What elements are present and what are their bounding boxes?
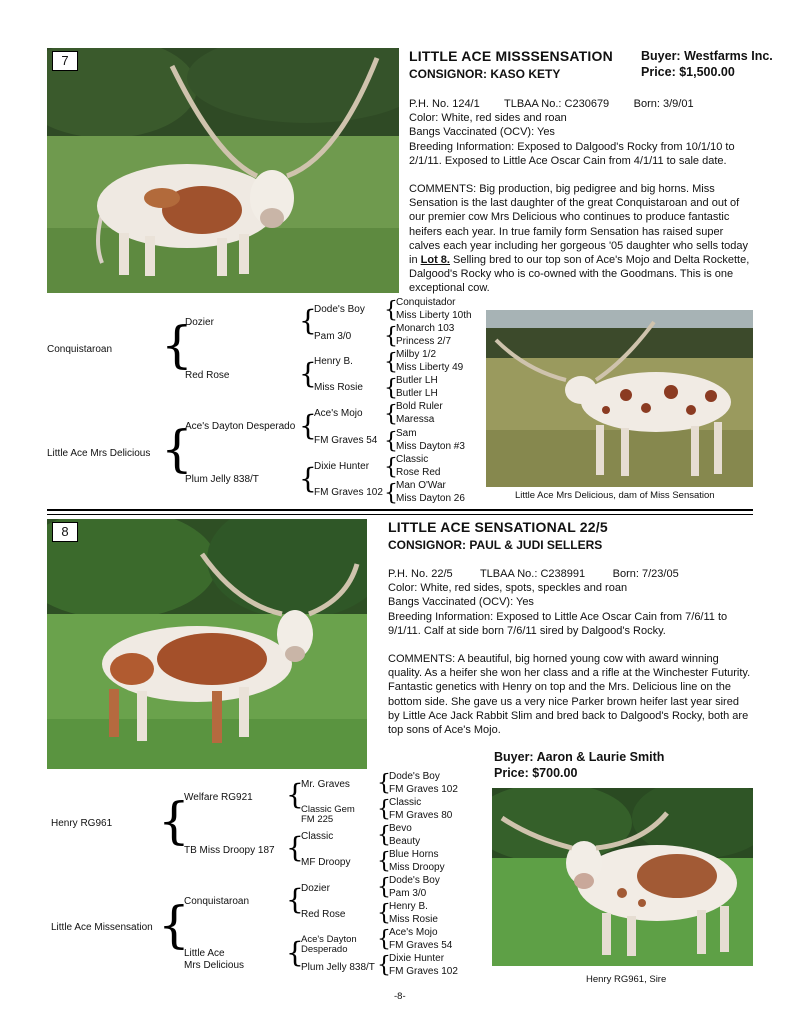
brace: { bbox=[286, 883, 304, 916]
lot8-comments: COMMENTS: A beautiful, big horned young cow with award winning quality. As a heifer she won her class and a rifle at the Winchester Futurity. Fantastic genetics with Henry on top and the Mrs. Delicious line on the bottom side. She gave us a very nice Parker brown heifer last year sired by Little Ace Jack Rabbit Slim and bred back to Dalgood's Rocky, both are top sons of Ace's Mojo. bbox=[388, 653, 751, 737]
brace: { bbox=[377, 823, 391, 848]
lot8-ped-g4: Miss Droopy bbox=[389, 862, 445, 873]
lot8-ped-g4: Dixie Hunter bbox=[389, 953, 445, 964]
lot8-ped-g4: Classic bbox=[389, 797, 422, 808]
lot8-ped-sire: Henry RG961 bbox=[51, 818, 113, 829]
lot8-number-badge: 8 bbox=[52, 522, 78, 542]
lot7-color: Color: White, red sides and roan bbox=[409, 112, 567, 125]
lot7-ped-g2: Dozier bbox=[185, 317, 214, 328]
brace: { bbox=[377, 953, 391, 978]
brace: { bbox=[384, 298, 398, 323]
lot7-ped-g4: Miss Liberty 10th bbox=[396, 310, 472, 321]
lot8-sire-caption: Henry RG961, Sire bbox=[586, 974, 667, 985]
brace: { bbox=[377, 771, 391, 796]
lot7-ped-g4: Sam bbox=[396, 428, 417, 439]
brace: { bbox=[377, 797, 391, 822]
lot8-ped-g3: Mr. Graves bbox=[301, 779, 350, 790]
lot8-price: Price: $700.00 bbox=[494, 766, 578, 780]
lot7-bangs: Bangs Vaccinated (OCV): Yes bbox=[409, 126, 555, 139]
lot7-ped-g4: Conquistador bbox=[396, 297, 456, 308]
brace: { bbox=[377, 901, 391, 926]
lot8-ped-g4: FM Graves 102 bbox=[389, 966, 458, 977]
lot8-ped-g2: TB Miss Droopy 187 bbox=[184, 845, 275, 856]
brace: { bbox=[384, 324, 398, 349]
lot7-ped-g4: Butler LH bbox=[396, 375, 438, 386]
brace: { bbox=[161, 316, 193, 374]
lot7-dam-caption: Little Ace Mrs Delicious, dam of Miss Sensation bbox=[515, 490, 715, 501]
lot8-details bbox=[388, 567, 753, 737]
lot7-ped-g4: Monarch 103 bbox=[396, 323, 455, 334]
lot8-ped-g4: Ace's Mojo bbox=[389, 927, 438, 938]
brace: { bbox=[286, 778, 304, 811]
lot7-ped-g4: Miss Dayton 26 bbox=[396, 493, 465, 504]
lot8-breeding: Breeding Information: Exposed to Little Ace Oscar Cain from 7/6/11 to 9/1/11. Calf at side born 7/6/11 sired by Dalgood's Rocky. bbox=[388, 610, 728, 637]
brace: { bbox=[299, 409, 317, 442]
lot7-ped-g4: Rose Red bbox=[396, 467, 441, 478]
brace: { bbox=[286, 831, 304, 864]
brace: { bbox=[158, 792, 190, 850]
lot7-tlbaa-no: TLBAA No.: C230679 bbox=[504, 98, 610, 110]
lot8-ped-g4: FM Graves 54 bbox=[389, 940, 453, 951]
lot8-ped-g4: Miss Rosie bbox=[389, 914, 438, 925]
brace: { bbox=[286, 936, 304, 969]
lot7-ped-g4: Butler LH bbox=[396, 388, 438, 399]
brace: { bbox=[158, 896, 190, 954]
lot8-cow-photo bbox=[47, 519, 367, 769]
lot8-bangs: Bangs Vaccinated (OCV): Yes bbox=[388, 596, 534, 609]
lot7-comments-text-b: Selling bred to our top son of Ace's Mojo and Delta Rockette, Dalgood's Rocky who is co-owned with the Goodmans. This is one exceptional cow. bbox=[409, 254, 750, 295]
lot7-ped-g4: Milby 1/2 bbox=[396, 349, 437, 360]
lot7-cow-photo bbox=[47, 48, 399, 293]
lot7-born: Born: 3/9/01 bbox=[633, 98, 694, 110]
lot7-ped-g4: Man O'War bbox=[396, 480, 446, 491]
lot8-buyer: Buyer: Aaron & Laurie Smith bbox=[494, 750, 665, 764]
brace: { bbox=[161, 420, 193, 478]
lot7-ped-g4: Miss Liberty 49 bbox=[396, 362, 464, 373]
lot7-dam-photo bbox=[486, 310, 753, 487]
lot8-ped-g3: Dozier bbox=[301, 883, 330, 894]
lot8-ped-g3: Classic Gem bbox=[301, 804, 355, 815]
lot8-ped-g4: Henry B. bbox=[389, 901, 428, 912]
lot7-title: LITTLE ACE MISSSENSATION bbox=[409, 48, 613, 64]
lot8-ped-g3: Ace's Dayton bbox=[301, 934, 357, 945]
lot7-comments bbox=[409, 182, 753, 296]
brace: { bbox=[384, 376, 398, 401]
lot8-ped-dam: Little Ace Missensation bbox=[51, 922, 153, 933]
lot7-ped-g4: Classic bbox=[396, 454, 429, 465]
lot7-buyer: Buyer: Westfarms Inc. bbox=[641, 49, 773, 63]
lot7-ped-g3: Miss Rosie bbox=[314, 382, 363, 393]
lot7-ped-g4: Miss Dayton #3 bbox=[396, 441, 465, 452]
brace: { bbox=[377, 927, 391, 952]
lot8-ped-g2: Little Ace bbox=[184, 948, 225, 959]
brace: { bbox=[384, 429, 398, 454]
lot8-ped-g2: Conquistaroan bbox=[184, 896, 250, 907]
lot7-ped-g2: Red Rose bbox=[185, 370, 230, 381]
brace: { bbox=[384, 481, 398, 506]
lot7-registration-line bbox=[409, 97, 753, 111]
lot8-title: LITTLE ACE SENSATIONAL 22/5 bbox=[388, 519, 608, 535]
lot8-reference-link[interactable]: Lot 8. bbox=[420, 254, 450, 267]
brace: { bbox=[384, 455, 398, 480]
lot8-ph-no: P.H. No. 22/5 bbox=[388, 568, 453, 580]
lot7-ped-g3: Dixie Hunter bbox=[314, 461, 370, 472]
lot8-ped-g3: Desperado bbox=[301, 944, 348, 955]
brace: { bbox=[377, 849, 391, 874]
lot7-comments-text-a: COMMENTS: Big production, big pedigree and big horns. Miss Sensation is the last daughter of the great Conquistaroan and out of our premier cow Mrs Delicious who continues to produce fantastic heifers each year. In true family form Sensation has raised super calves each year including her gorgeous '05 daughter who sells today in bbox=[409, 183, 749, 267]
lot7-number-badge: 7 bbox=[52, 51, 78, 71]
lot8-ped-g2: Mrs Delicious bbox=[184, 960, 245, 971]
lot7-ped-g3: Ace's Mojo bbox=[314, 408, 363, 419]
lot7-ped-g4: Bold Ruler bbox=[396, 401, 443, 412]
lot8-ped-g3: FM 225 bbox=[301, 814, 334, 825]
brace: { bbox=[299, 357, 317, 390]
lot8-color: Color: White, red sides, spots, speckles and roan bbox=[388, 582, 628, 595]
lot8-ped-g3: Red Rose bbox=[301, 909, 346, 920]
lot8-ped-g4: Beauty bbox=[389, 836, 421, 847]
lot7-ped-sire: Conquistaroan bbox=[47, 344, 113, 355]
lot7-ped-dam: Little Ace Mrs Delicious bbox=[47, 448, 151, 459]
lot7-ped-g3: Pam 3/0 bbox=[314, 331, 352, 342]
page-number: -8- bbox=[394, 991, 406, 1002]
lot8-ped-g4: Blue Horns bbox=[389, 849, 439, 860]
lot7-ped-g3: FM Graves 102 bbox=[314, 487, 383, 498]
brace: { bbox=[384, 402, 398, 427]
lot8-born: Born: 7/23/05 bbox=[612, 568, 679, 580]
lot8-ped-g4: FM Graves 80 bbox=[389, 810, 453, 821]
lot8-ped-g4: FM Graves 102 bbox=[389, 784, 458, 795]
lot8-ped-g4: Dode's Boy bbox=[389, 771, 440, 782]
lot7-ped-g2: Plum Jelly 838/T bbox=[185, 474, 259, 485]
lot8-ped-g4: Dode's Boy bbox=[389, 875, 440, 886]
lot7-ped-g2: Ace's Dayton Desperado bbox=[185, 421, 296, 432]
lot-divider bbox=[47, 514, 753, 515]
lot7-ped-g3: Dode's Boy bbox=[314, 304, 365, 315]
lot-divider bbox=[47, 509, 753, 511]
brace: { bbox=[377, 875, 391, 900]
lot7-details bbox=[409, 97, 753, 296]
lot8-registration-line bbox=[388, 567, 753, 581]
brace: { bbox=[299, 304, 317, 337]
brace: { bbox=[299, 462, 317, 495]
lot8-ped-g3: Classic bbox=[301, 831, 334, 842]
lot8-sire-photo bbox=[492, 788, 753, 966]
lot8-consignor: CONSIGNOR: PAUL & JUDI SELLERS bbox=[388, 538, 603, 552]
lot7-price: Price: $1,500.00 bbox=[641, 65, 735, 79]
lot8-ped-g3: MF Droopy bbox=[301, 857, 351, 868]
lot7-ph-no: P.H. No. 124/1 bbox=[409, 98, 480, 110]
lot7-ped-g3: Henry B. bbox=[314, 356, 353, 367]
lot8-tlbaa-no: TLBAA No.: C238991 bbox=[479, 568, 586, 580]
brace: { bbox=[384, 350, 398, 375]
lot7-ped-g3: FM Graves 54 bbox=[314, 435, 378, 446]
lot8-ped-g2: Welfare RG921 bbox=[184, 792, 253, 803]
lot7-consignor: CONSIGNOR: KASO KETY bbox=[409, 67, 561, 81]
lot8-ped-g4: Bevo bbox=[389, 823, 412, 834]
lot7-breeding: Breeding Information: Exposed to Dalgood's Rocky from 10/1/10 to 2/1/11. Exposed to Little Ace Oscar Cain from 4/1/11 to sale date. bbox=[409, 140, 735, 167]
lot8-ped-g3: Plum Jelly 838/T bbox=[301, 962, 375, 973]
lot7-ped-g4: Princess 2/7 bbox=[396, 336, 452, 347]
lot7-ped-g4: Maressa bbox=[396, 414, 435, 425]
lot8-ped-g4: Pam 3/0 bbox=[389, 888, 427, 899]
